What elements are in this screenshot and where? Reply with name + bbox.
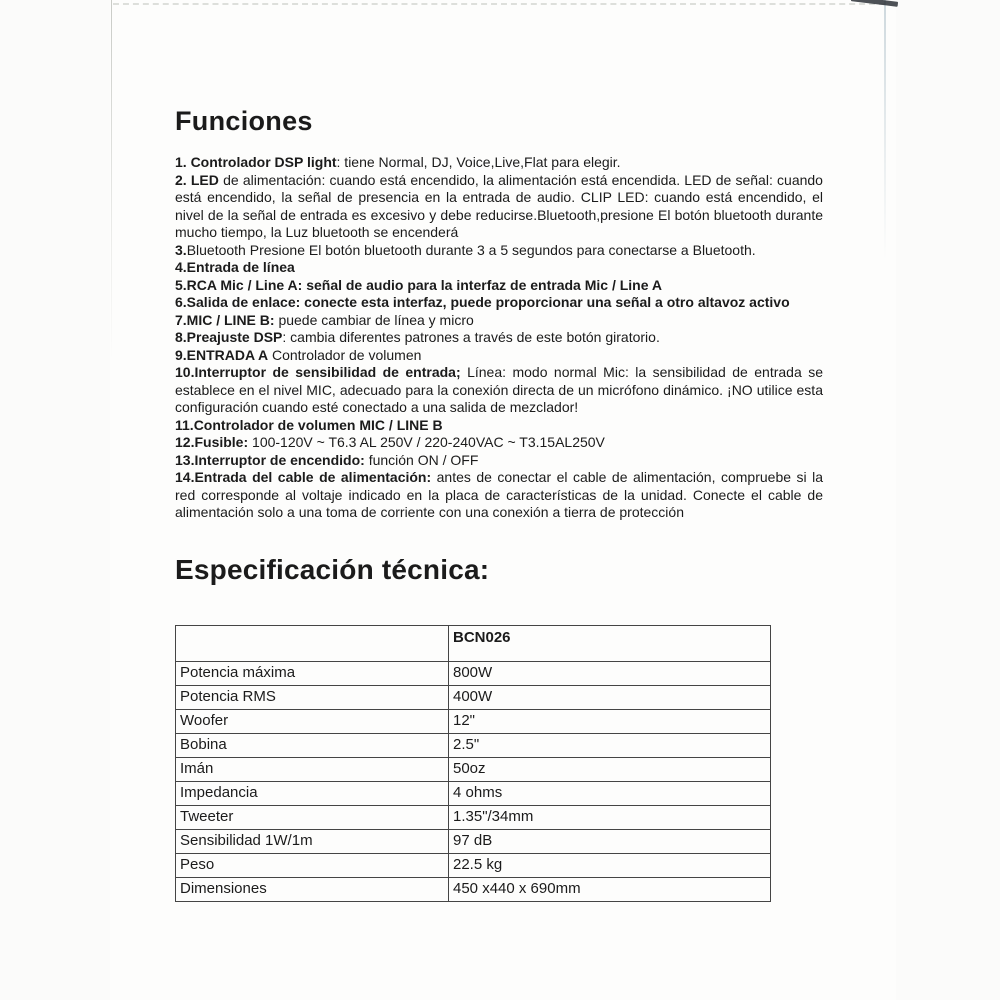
spec-value-cell: 450 x440 x 690mm (449, 877, 771, 901)
function-item-desc: Controlador de volumen (268, 346, 422, 363)
function-item-desc: antes de conectar el cable de alimentación, compruebe si la red corresponde al voltaje indicado en la placa de características de la unidad. Conecte el cable de alimentación solo a una toma de corriente con una conexión a tierra de protección (175, 469, 823, 520)
function-item-desc: 100-120V ~ T6.3 AL 250V / 220-240VAC ~ T3.15AL250V (248, 434, 605, 450)
spec-label-cell: Impedancia (176, 781, 449, 805)
table-row (176, 829, 771, 853)
function-item-term: 14.Entrada del cable de alimentación: (175, 469, 432, 485)
table-row (176, 757, 771, 781)
function-item-term: 2. LED (175, 171, 219, 188)
function-item (175, 154, 823, 172)
function-item-term: 4.Entrada de línea (175, 259, 295, 275)
page-left-edge (111, 0, 112, 360)
function-item (175, 434, 823, 452)
spec-label-cell: Tweeter (176, 805, 449, 829)
function-item-term: 5.RCA Mic / Line A: señal de audio para la interfaz de entrada Mic / Line A (175, 276, 662, 293)
spec-header-model-cell: BCN026 (449, 625, 771, 661)
spec-label-cell: Dimensiones (176, 877, 449, 901)
table-row (176, 877, 771, 901)
table-row (176, 661, 771, 685)
function-item-desc: : cambia diferentes patrones a través de este botón giratorio. (282, 329, 660, 345)
spec-label-cell: Bobina (176, 733, 449, 757)
function-item-desc: puede cambiar de línea y micro (274, 311, 474, 328)
function-item (175, 312, 823, 330)
function-item-desc: Bluetooth Presione El botón bluetooth durante 3 a 5 segundos para conectarse a Bluetooth. (186, 241, 756, 258)
spec-header-empty-cell (176, 625, 449, 661)
function-item (175, 242, 823, 260)
spec-label-cell: Potencia RMS (176, 685, 449, 709)
function-item (175, 277, 823, 295)
function-item-desc: : tiene Normal, DJ, Voice,Live,Flat para elegir. (336, 154, 621, 170)
function-item-term: 13.Interruptor de encendido: (175, 451, 365, 468)
spec-table (175, 625, 771, 902)
table-row (176, 805, 771, 829)
function-item-term: 7.MIC / LINE B: (175, 311, 275, 328)
spec-header-row (176, 625, 771, 661)
function-item-term: 6.Salida de enlace: conecte esta interfaz, puede proporcionar una señal a otro altavoz activo (175, 294, 790, 310)
table-row (176, 853, 771, 877)
function-item (175, 469, 823, 522)
spec-label-cell: Peso (176, 853, 449, 877)
function-item (175, 172, 823, 242)
spec-value-cell: 12" (449, 709, 771, 733)
functions-list (175, 154, 823, 522)
spec-table-body (176, 625, 771, 901)
function-item (175, 294, 823, 312)
technical-spec-heading: Especificación técnica: (175, 553, 490, 585)
spec-label-cell: Imán (176, 757, 449, 781)
function-item-desc: de alimentación: cuando está encendido, la alimentación está encendida. LED de señal: cuando está encendido, la señal de presencia en la entrada de audio. CLIP LED: cuando está encendido, el nivel de la señal de entrada es excesivo y debe reducirse.Bluetooth,presione El botón bluetooth durante mucho tiempo, la Luz bluetooth se encenderá (175, 171, 823, 240)
spec-value-cell: 4 ohms (449, 781, 771, 805)
spec-label-cell: Potencia máxima (176, 661, 449, 685)
spec-value-cell: 22.5 kg (449, 853, 771, 877)
spec-value-cell: 2.5" (449, 733, 771, 757)
document-content (175, 0, 823, 902)
function-item-term: 10.Interruptor de sensibilidad de entrada; (175, 364, 461, 380)
table-row (176, 709, 771, 733)
function-item (175, 417, 823, 435)
function-item-term: 12.Fusible: (175, 434, 249, 450)
table-row (176, 685, 771, 709)
spec-value-cell: 97 dB (449, 829, 771, 853)
function-item-desc: Línea: modo normal Mic: la sensibilidad de entrada se establece en el nivel MIC, adecuado para la conexión directa de un micrófono dinámico. ¡NO utilice esta configuración cuando esté conectado a una salida de mezclador! (175, 364, 823, 415)
spec-value-cell: 400W (449, 685, 771, 709)
spec-label-cell: Woofer (176, 709, 449, 733)
function-item-desc: función ON / OFF (364, 451, 479, 468)
function-item-term: 3. (175, 241, 187, 258)
page-right-edge (884, 0, 886, 260)
function-item-term: 11.Controlador de volumen MIC / LINE B (175, 416, 443, 433)
table-row (176, 733, 771, 757)
function-item (175, 347, 823, 365)
function-item-term: 9.ENTRADA A (175, 346, 269, 363)
function-item (175, 364, 823, 417)
spec-label-cell: Sensibilidad 1W/1m (176, 829, 449, 853)
table-row (176, 781, 771, 805)
functions-heading: Funciones (175, 106, 313, 136)
spec-value-cell: 50oz (449, 757, 771, 781)
spec-value-cell: 800W (449, 661, 771, 685)
function-item (175, 329, 823, 347)
function-item-term: 1. Controlador DSP light (175, 154, 337, 170)
function-item-term: 8.Preajuste DSP (175, 329, 283, 345)
spec-value-cell: 1.35"/34mm (449, 805, 771, 829)
function-item (175, 259, 823, 277)
function-item (175, 452, 823, 470)
